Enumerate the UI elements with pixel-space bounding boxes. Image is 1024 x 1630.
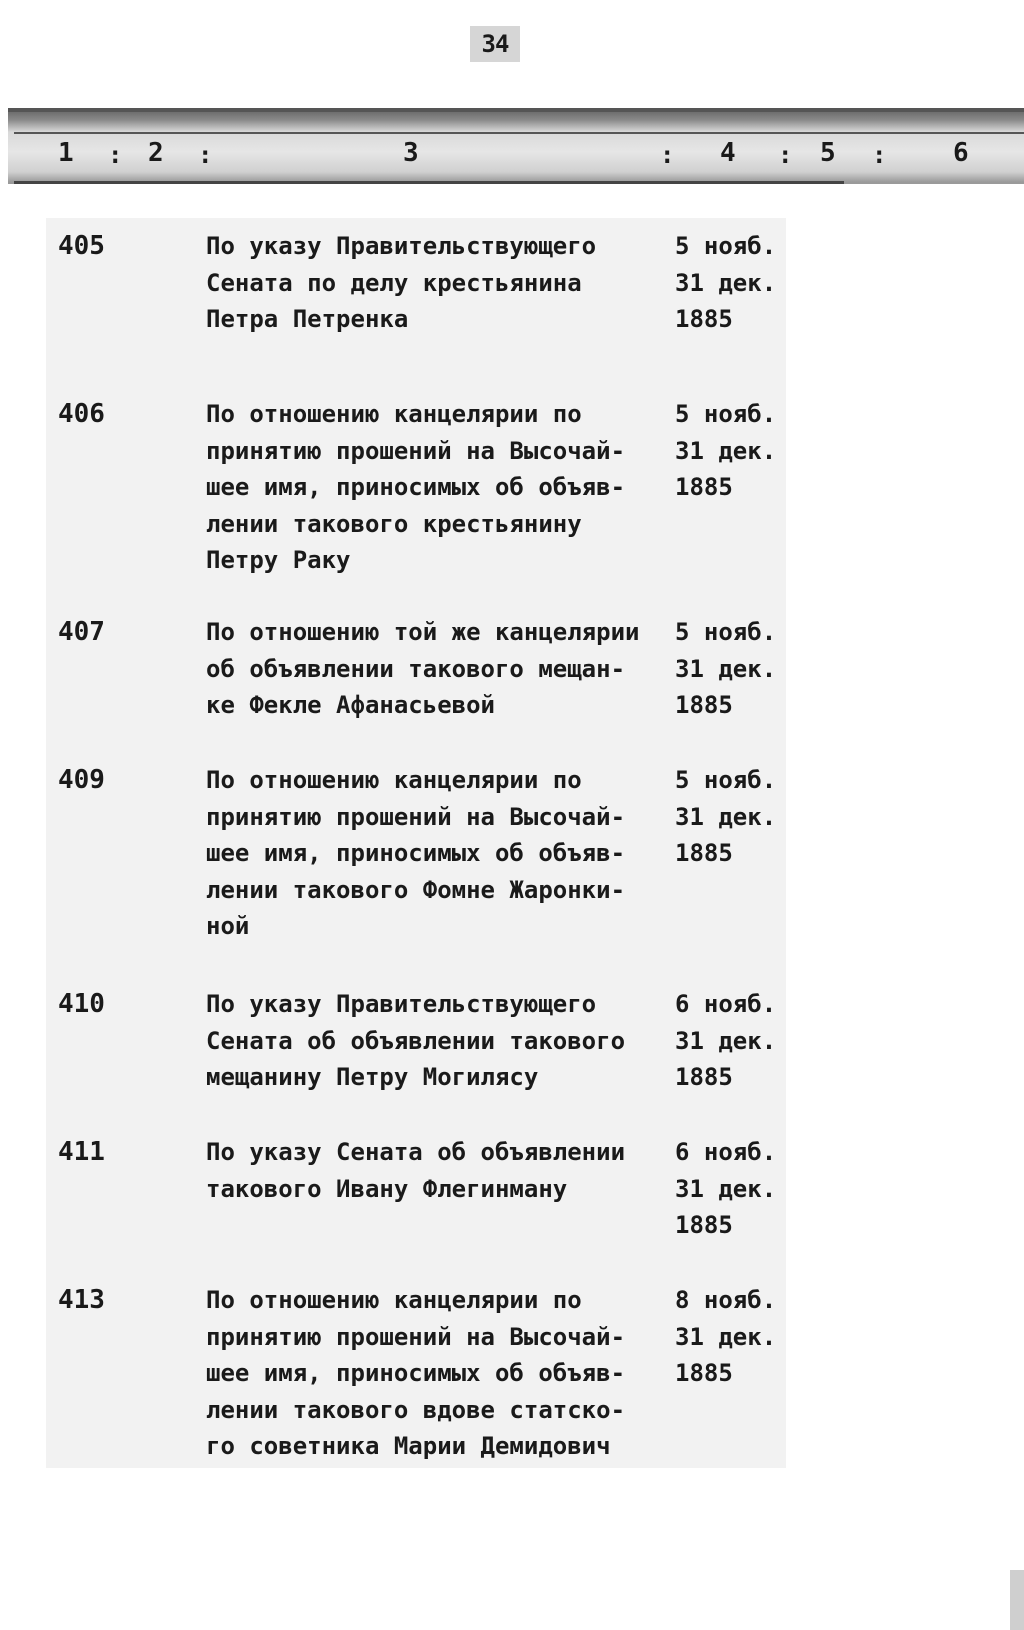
description-line: Петра Петренка <box>206 305 409 333</box>
entry-description <box>206 986 671 1096</box>
column-header-5: 5 <box>820 138 836 168</box>
end-date: 31 дек. <box>675 1026 777 1055</box>
description-line: ной <box>206 912 250 940</box>
start-date: 8 нояб. <box>675 1286 777 1314</box>
description-line: об объявлении такового мещан- <box>206 654 626 683</box>
description-line: По отношению канцелярии по <box>206 766 582 794</box>
header-rule-bottom <box>14 181 844 184</box>
entry-number: 413 <box>58 1285 105 1315</box>
entry-dates <box>675 986 776 1096</box>
description-line: Петру Раку <box>206 546 351 574</box>
entry-description <box>206 228 671 338</box>
year: 1885 <box>675 1211 733 1239</box>
description-line: го советника Марии Демидович <box>206 1432 611 1460</box>
entry-description <box>206 396 671 579</box>
entry-dates <box>675 1282 776 1392</box>
entry-description <box>206 1282 671 1465</box>
end-date: 31 дек. <box>675 654 777 683</box>
end-date: 31 дек. <box>675 1322 777 1351</box>
description-line: По указу Сената об объявлении <box>206 1138 626 1166</box>
scan-edge-mark <box>1010 1570 1024 1630</box>
description-line: По отношению канцелярии по <box>206 400 582 428</box>
column-separator: : <box>108 141 123 169</box>
description-line: По указу Правительствующего <box>206 232 597 260</box>
entry-description <box>206 614 671 724</box>
start-date: 6 нояб. <box>675 1138 777 1166</box>
entry-dates <box>675 614 776 724</box>
entry-number: 405 <box>58 231 105 261</box>
start-date: 5 нояб. <box>675 618 777 646</box>
description-line: принятию прошений на Высочай- <box>206 802 626 831</box>
description-line: принятию прошений на Высочай- <box>206 1322 626 1351</box>
start-date: 5 нояб. <box>675 766 777 794</box>
description-line: Сената по делу крестьянина <box>206 268 582 297</box>
start-date: 5 нояб. <box>675 400 777 428</box>
column-header-1: 1 <box>58 138 74 168</box>
column-header-2: 2 <box>148 138 164 168</box>
description-line: шее имя, приносимых об объяв- <box>206 473 626 501</box>
description-line: такового Ивану Флегинману <box>206 1174 568 1203</box>
year: 1885 <box>675 691 733 719</box>
entry-number: 410 <box>58 989 105 1019</box>
end-date: 31 дек. <box>675 802 777 831</box>
end-date: 31 дек. <box>675 1174 777 1203</box>
entry-number: 406 <box>58 399 105 429</box>
description-line: принятию прошений на Высочай- <box>206 436 626 465</box>
description-line: Сената об объявлении такового <box>206 1026 626 1055</box>
column-header-6: 6 <box>953 138 969 168</box>
description-line: лении такового крестьянину <box>206 509 582 538</box>
column-separator: : <box>872 141 887 169</box>
entry-description <box>206 762 671 945</box>
description-line: лении такового вдове статско- <box>206 1395 626 1424</box>
year: 1885 <box>675 839 733 867</box>
end-date: 31 дек. <box>675 436 777 465</box>
year: 1885 <box>675 305 733 333</box>
description-line: шее имя, приносимых об объяв- <box>206 1359 626 1387</box>
header-rule-top <box>14 132 1024 134</box>
description-line: лении такового Фомне Жаронки- <box>206 875 626 904</box>
column-header-band <box>8 108 1024 184</box>
end-date: 31 дек. <box>675 268 777 297</box>
start-date: 6 нояб. <box>675 990 777 1018</box>
description-line: ке Фекле Афанасьевой <box>206 691 495 719</box>
start-date: 5 нояб. <box>675 232 777 260</box>
entry-dates <box>675 762 776 872</box>
year: 1885 <box>675 1359 733 1387</box>
column-header-4: 4 <box>720 138 736 168</box>
column-separator: : <box>660 141 675 169</box>
column-header-3: 3 <box>403 138 419 168</box>
entry-dates <box>675 396 776 506</box>
year: 1885 <box>675 473 733 501</box>
description-line: мещанину Петру Могилясу <box>206 1063 539 1091</box>
year: 1885 <box>675 1063 733 1091</box>
entry-dates <box>675 228 776 338</box>
entry-number: 407 <box>58 617 105 647</box>
entry-number: 409 <box>58 765 105 795</box>
description-line: По указу Правительствующего <box>206 990 597 1018</box>
description-line: По отношению той же канцелярии <box>206 618 640 646</box>
entry-description <box>206 1134 671 1207</box>
entry-dates <box>675 1134 776 1244</box>
description-line: шее имя, приносимых об объяв- <box>206 839 626 867</box>
column-separator: : <box>778 141 793 169</box>
column-separator: : <box>198 141 213 169</box>
entry-number: 411 <box>58 1137 105 1167</box>
page-number: 34 <box>470 26 520 62</box>
description-line: По отношению канцелярии по <box>206 1286 582 1314</box>
